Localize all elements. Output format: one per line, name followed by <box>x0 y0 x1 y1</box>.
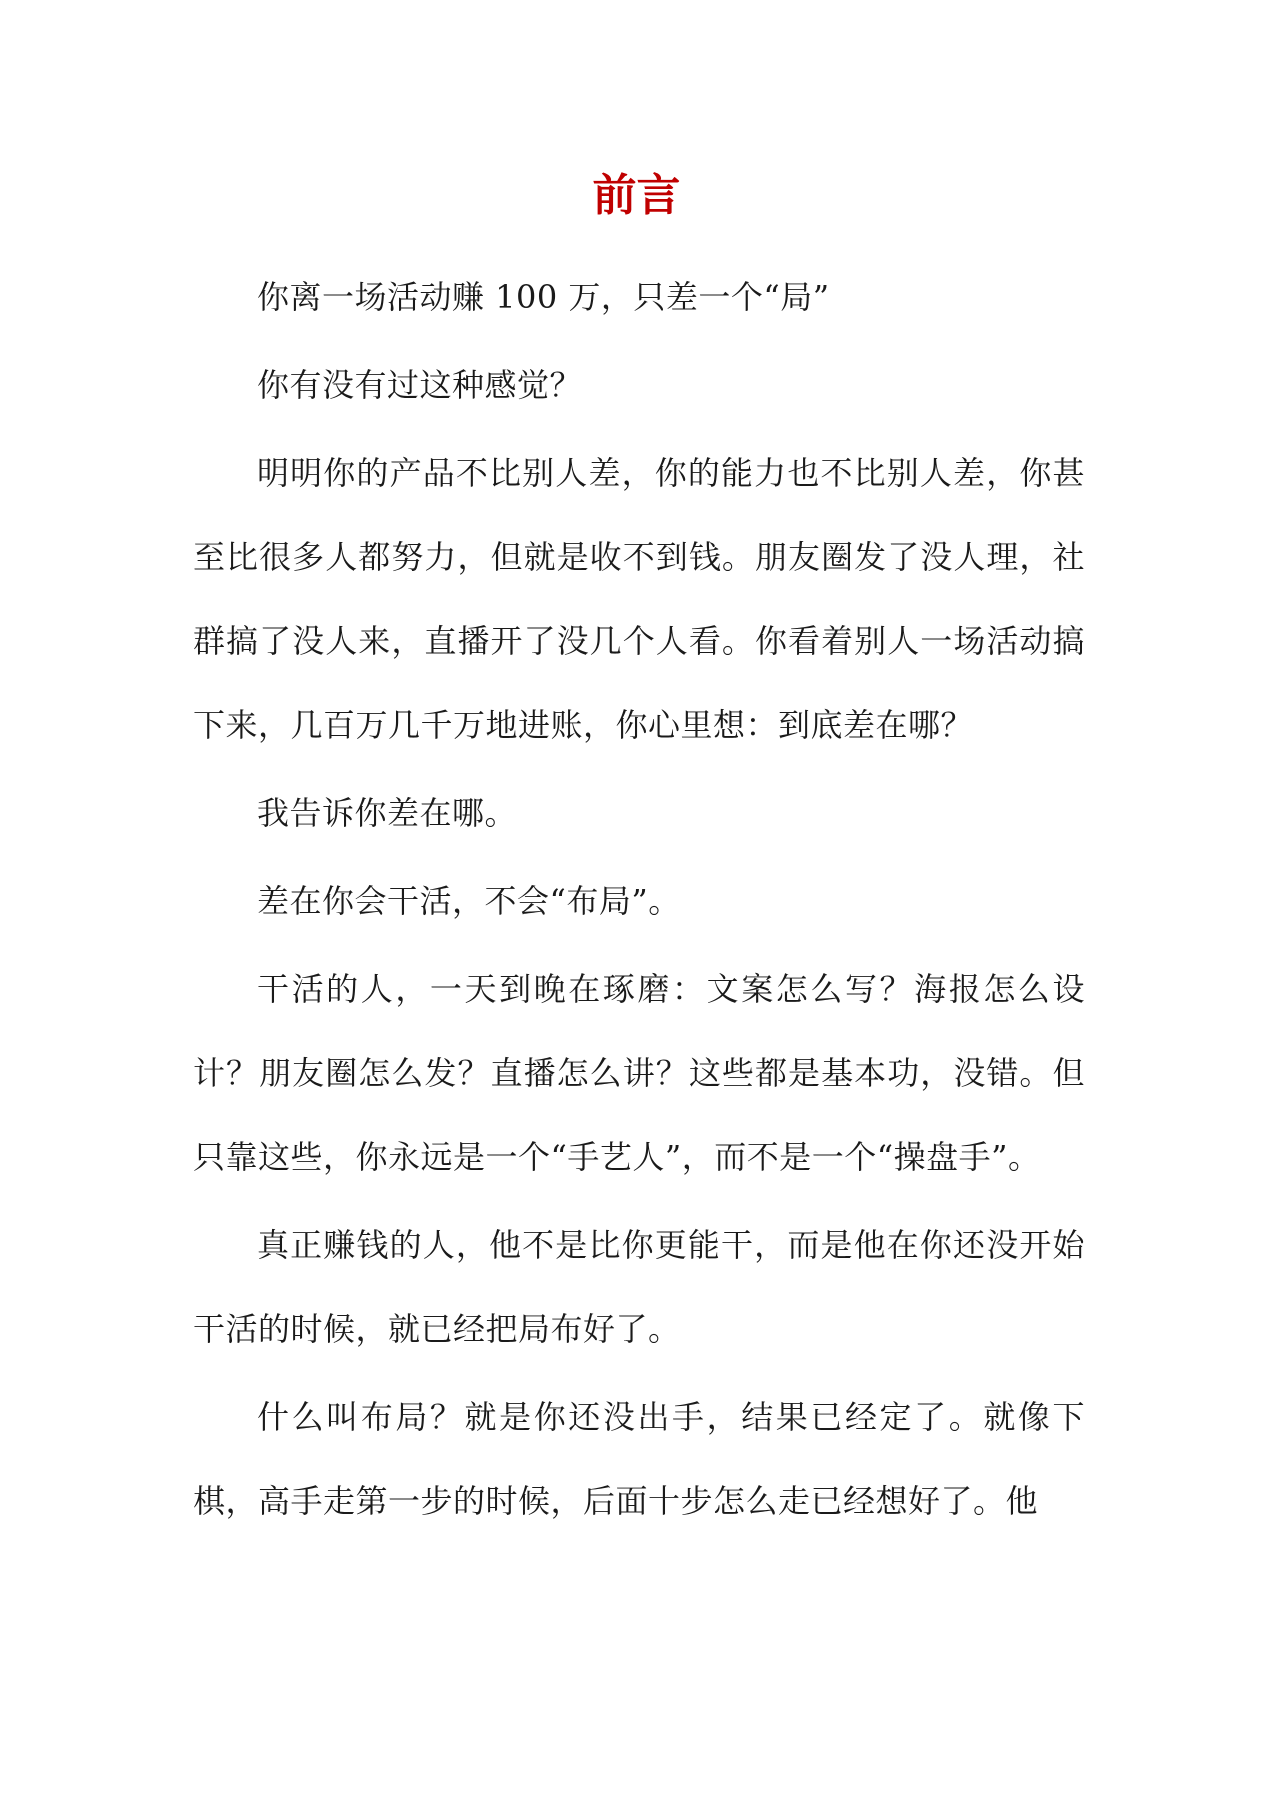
paragraph: 我告诉你差在哪。 <box>257 794 518 832</box>
paragraph: 明明你的产品不比别人差，你的能力也不比别人差，你甚至比很多人都努力，但就是收不到钱。朋友圈发了没人理，社群搞了没人来，直播开了没几个人看。你看着别人一场活动搞下来，几百万几千万地进账，你心里想：到底差在哪？ <box>193 454 1085 744</box>
paragraph: 差在你会干活，不会“布局”。 <box>257 882 681 920</box>
page-title: 前言 <box>592 170 681 221</box>
paragraph: 真正赚钱的人，他不是比你更能干，而是他在你还没开始干活的时候，就已经把局布好了。 <box>193 1226 1085 1348</box>
paragraph: 干活的人，一天到晚在琢磨：文案怎么写？海报怎么设计？朋友圈怎么发？直播怎么讲？这些都是基本功，没错。但只靠这些，你永远是一个“手艺人”，而不是一个“操盘手”。 <box>193 970 1085 1176</box>
paragraph: 什么叫布局？就是你还没出手，结果已经定了。就像下棋，高手走第一步的时候，后面十步怎么走已经想好了。他 <box>193 1398 1085 1520</box>
paragraph: 你有没有过这种感觉？ <box>257 366 583 404</box>
document-body <box>193 255 1085 1547</box>
paragraph: 你离一场活动赚 100 万，只差一个“局” <box>257 278 830 316</box>
